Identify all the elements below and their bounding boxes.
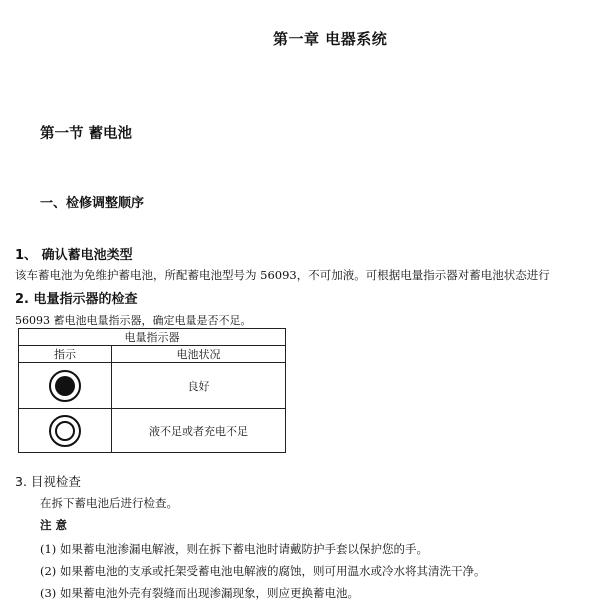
column-header-status: 电池状况 (112, 346, 286, 363)
item1-text: 该车蓄电池为免维护蓄电池，所配蓄电池型号为 56093，不可加液。可根据电量指示器对蓄电池状态进行 (15, 268, 550, 282)
status-cell: 良好 (112, 363, 286, 409)
section-title: 第一节 蓄电池 (40, 126, 133, 142)
item2-text: 56093 蓄电池电量指示器，确定电量是否不足。 (15, 314, 252, 327)
note-label: 注 意 (40, 518, 68, 532)
indicator-table (18, 328, 286, 453)
note-item: (2) 如果蓄电池的支承或托架受蓄电池电解液的腐蚀，则可用温水或冷水将其清洗干净。 (40, 564, 486, 578)
filled-circle-icon (47, 368, 83, 404)
ring-icon (47, 413, 83, 449)
column-header-indicator: 指示 (19, 346, 112, 363)
table-row (19, 363, 286, 409)
item3-heading: 3. 目视检查 (15, 474, 81, 489)
item3-text: 在拆下蓄电池后进行检查。 (40, 496, 178, 510)
note-item: (1) 如果蓄电池渗漏电解液，则在拆下蓄电池时请戴防护手套以保护您的手。 (40, 542, 428, 556)
status-cell: 液不足或者充电不足 (112, 409, 286, 453)
indicator-cell (19, 409, 112, 453)
table-caption: 电量指示器 (19, 329, 286, 346)
note-item: (3) 如果蓄电池外壳有裂缝而出现渗漏现象，则应更换蓄电池。 (40, 586, 359, 600)
subsection-title: 一、检修调整顺序 (40, 196, 145, 211)
chapter-title: 第一章 电器系统 (273, 30, 388, 48)
table-row (19, 409, 286, 453)
item1-heading: 1、 确认蓄电池类型 (15, 248, 133, 263)
indicator-cell (19, 363, 112, 409)
item2-heading: 2. 电量指示器的检查 (15, 292, 138, 307)
